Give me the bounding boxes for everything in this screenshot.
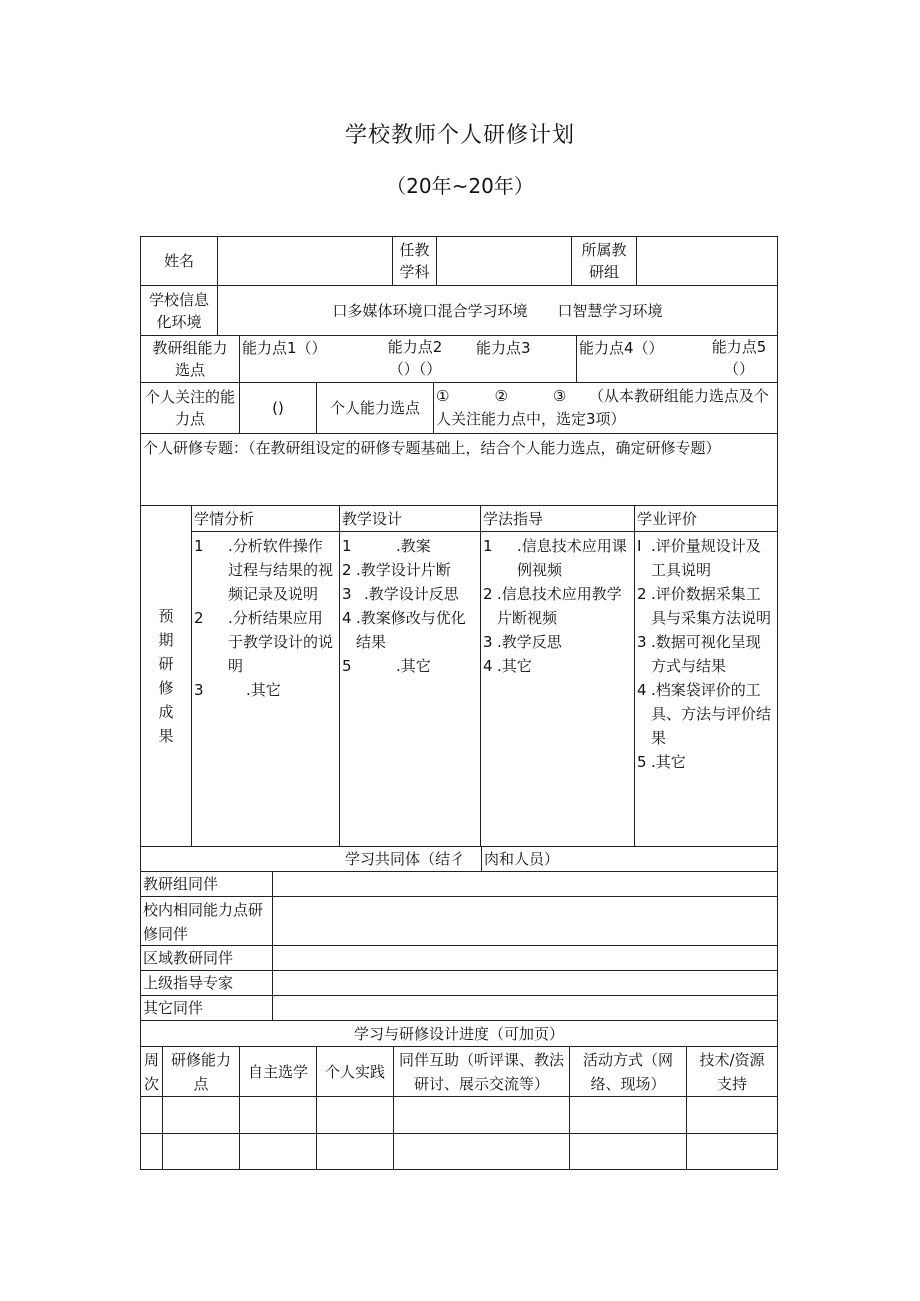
outcome-header-2: 教学设计: [339, 505, 481, 532]
table-cell[interactable]: [686, 1133, 778, 1170]
community-field-2[interactable]: [272, 896, 778, 946]
outcome-header-4: 学业评价: [634, 505, 778, 532]
name-label: 姓名: [140, 236, 218, 286]
list-item: 4 .教案修改与优化结果: [342, 609, 466, 651]
table-cell[interactable]: [569, 1133, 687, 1170]
list-item: 2 .教学设计片断: [342, 561, 451, 579]
table-cell[interactable]: [393, 1133, 570, 1170]
table-cell[interactable]: [569, 1096, 687, 1134]
schedule-title: 学习与研修设计进度（可加页）: [140, 1020, 778, 1047]
ability-point-1[interactable]: 能力点1（）: [242, 339, 327, 357]
outcomes-label: 预期研修成果: [140, 505, 192, 847]
plan-table: [140, 236, 778, 1170]
community-field-4[interactable]: [272, 970, 778, 996]
table-cell[interactable]: [140, 1096, 163, 1134]
community-label-2: 校内相同能力点研修同伴: [140, 896, 273, 946]
ability-points-right: [576, 335, 778, 383]
outcome-list-4: [634, 531, 778, 847]
ability-point-2[interactable]: 能力点2 （）（）: [387, 338, 443, 378]
list-item: 2 .分析结果应用于教学设计的说明: [194, 609, 334, 675]
schedule-header-practice: 个人实践: [316, 1046, 394, 1097]
outcome-header-3: 学法指导: [480, 505, 635, 532]
page-title: 学校教师个人研修计划: [344, 123, 575, 148]
community-field-5[interactable]: [272, 995, 778, 1021]
community-title-right: 肉和人员）: [481, 847, 559, 872]
list-item: 2 .评价数据采集工具与采集方法说明: [637, 585, 772, 627]
ability-point-5[interactable]: 能力点5 （）: [711, 338, 767, 378]
outcome-list-3: [480, 531, 635, 847]
schedule-header-week: 周次: [140, 1046, 163, 1097]
community-label-3: 区域教研同伴: [140, 945, 273, 971]
list-item: 1 .教案: [342, 537, 431, 555]
personal-choice-text[interactable]: ① ② ③ （从本教研组能力选点及个人关注能力点中，选定3项）: [433, 382, 778, 434]
schedule-header-peer: 同伴互助（听评课、教法研讨、展示交流等）: [393, 1046, 570, 1097]
list-item: 3 .教学设计反思: [342, 585, 459, 603]
community-field-1[interactable]: [272, 871, 778, 897]
subject-field[interactable]: [436, 236, 572, 286]
community-field-3[interactable]: [272, 945, 778, 971]
subject-label: 任教学科: [392, 236, 437, 286]
list-item: 1 .分析软件操作过程与结果的视频记录及说明: [194, 537, 334, 603]
list-item: 2 .信息技术应用教学片断视频: [483, 585, 622, 627]
list-item: 5 .其它: [342, 657, 431, 675]
group-field[interactable]: [636, 236, 778, 286]
table-cell[interactable]: [239, 1096, 317, 1134]
ability-point-4[interactable]: 能力点4（）: [579, 339, 664, 357]
table-cell[interactable]: [162, 1133, 240, 1170]
personal-focus-value[interactable]: (): [239, 382, 317, 434]
schedule-header-self-study: 自主选学: [239, 1046, 317, 1097]
table-cell[interactable]: [239, 1133, 317, 1170]
schedule-header-support: 技术/资源支持: [686, 1046, 778, 1097]
table-cell[interactable]: [162, 1096, 240, 1134]
outcome-header-1: 学情分析: [191, 505, 340, 532]
table-cell[interactable]: [393, 1096, 570, 1134]
ability-point-3[interactable]: 能力点3: [476, 339, 531, 357]
table-cell[interactable]: [316, 1096, 394, 1134]
list-item: 3 .数据可视化呈现方式与结果: [637, 633, 761, 675]
community-title: [140, 846, 778, 872]
community-label-1: 教研组同伴: [140, 871, 273, 897]
list-item: 4 .其它: [483, 657, 532, 675]
list-item: I .评价量规设计及工具说明: [637, 537, 761, 579]
list-item: 1 .信息技术应用课例视频: [483, 537, 627, 579]
list-item: 3 .其它: [194, 681, 281, 699]
outcome-list-1: [191, 531, 340, 847]
schedule-header-ability: 研修能力点: [162, 1046, 240, 1097]
env-options[interactable]: 口多媒体环境口混合学习环境 口智慧学习环境: [217, 285, 778, 336]
community-title-left: 学习共同体（结彳: [345, 850, 466, 868]
personal-focus-label: 个人关注的能力点: [140, 382, 240, 434]
community-label-5: 其它同伴: [140, 995, 273, 1021]
research-topic[interactable]: 个人研修专题：（在教研组设定的研修专题基础上，结合个人能力选点，确定研修专题）: [140, 433, 778, 506]
ability-points-left: [239, 335, 577, 383]
personal-choice-label: 个人能力选点: [316, 382, 434, 434]
table-cell[interactable]: [686, 1096, 778, 1134]
ability-label: 教研组能力选点: [140, 335, 240, 383]
table-cell[interactable]: [140, 1133, 163, 1170]
outcome-list-2: [339, 531, 481, 847]
env-label: 学校信息化环境: [140, 285, 218, 336]
list-item: 3 .教学反思: [483, 633, 562, 651]
list-item: 5 .其它: [637, 753, 686, 771]
group-label: 所属教研组: [571, 236, 637, 286]
page-subtitle: （20年~20年）: [386, 174, 534, 198]
list-item: 4 .档案袋评价的工具、方法与评价结果: [637, 681, 772, 747]
schedule-header-mode: 活动方式（网络、现场）: [569, 1046, 687, 1097]
community-label-4: 上级指导专家: [140, 970, 273, 996]
table-cell[interactable]: [316, 1133, 394, 1170]
name-field[interactable]: [217, 236, 393, 286]
